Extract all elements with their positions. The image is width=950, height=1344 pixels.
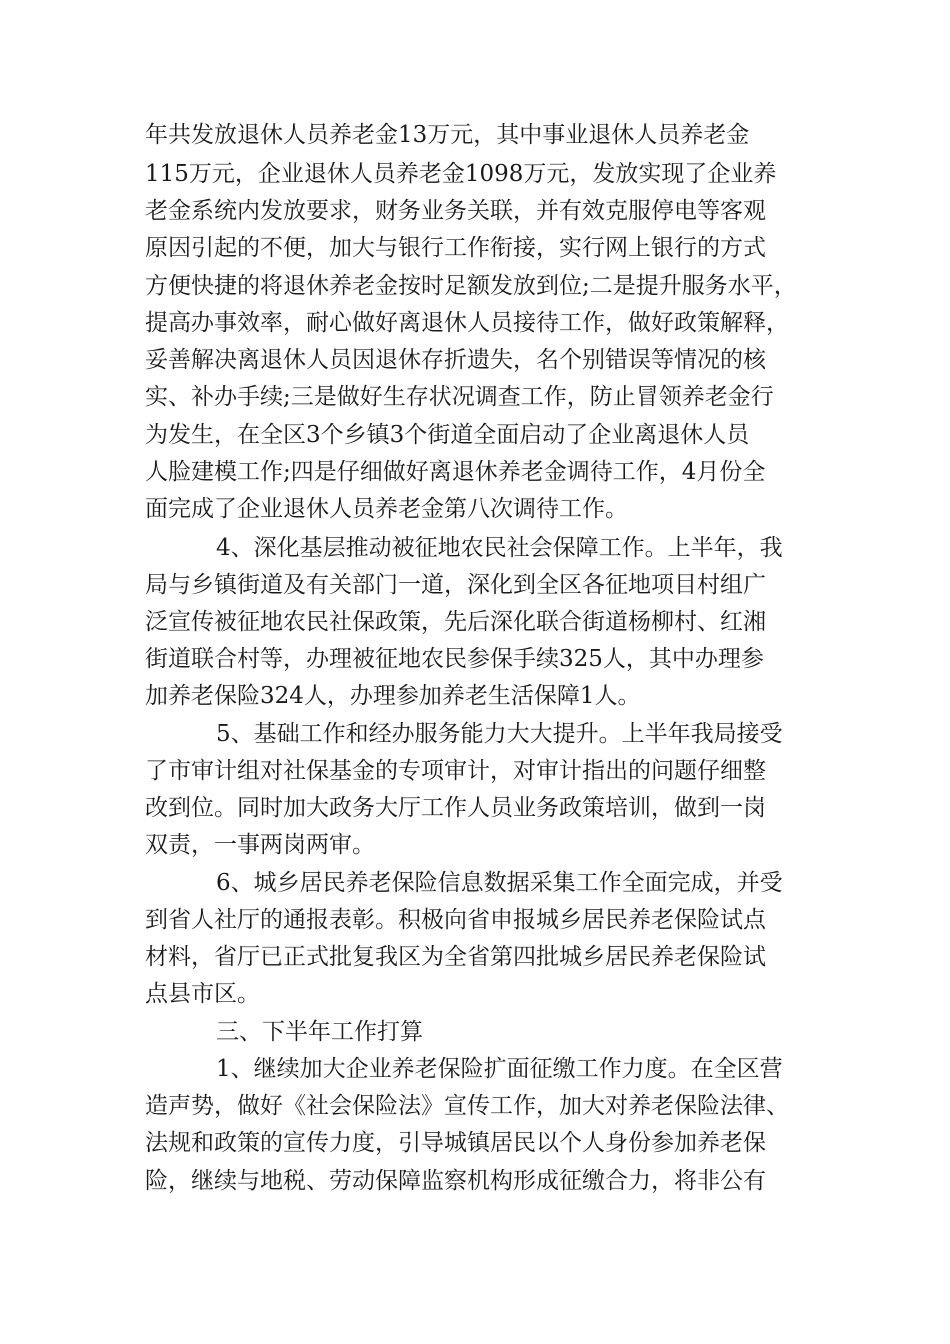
paragraph-line: 街道联合村等，办理被征地农民参保手续325人，其中办理参 (145, 646, 764, 672)
paragraph-line: 5、基础工作和经办服务能力大大提升。上半年我局接受 (216, 721, 783, 747)
paragraph-line: 点县市区。 (145, 981, 260, 1007)
paragraph-line: 材料，省厅已正式批复我区为全省第四批城乡居民养老保险试 (145, 944, 766, 970)
paragraph-line: 到省人社厅的通报表彰。积极向省申报城乡居民养老保险试点 (145, 907, 766, 933)
paragraph-line: 造声势，做好《社会保险法》宣传工作，加大对养老保险法律、 (145, 1093, 789, 1119)
paragraph-line: 为发生，在全区3个乡镇3个街道全面启动了企业离退休人员 (145, 422, 750, 448)
paragraph-line: 泛宣传被征地农民社保政策，先后深化联合街道杨柳村、红湘 (145, 609, 766, 635)
paragraph-line: 加养老保险324人，办理参加养老生活保障1人。 (145, 683, 641, 709)
paragraph-line: 双责，一事两岗两审。 (145, 832, 375, 858)
paragraph-line: 方便快捷的将退休养老金按时足额发放到位;二是提升服务水平， (145, 273, 797, 299)
paragraph-line: 局与乡镇街道及有关部门一道，深化到全区各征地项目村组广 (145, 572, 766, 598)
paragraph-line: 法规和政策的宣传力度，引导城镇居民以个人身份参加养老保 (145, 1130, 766, 1156)
paragraph-line: 妥善解决离退休人员因退休存折遗失，名个别错误等情况的核 (145, 347, 766, 373)
paragraph-line: 115万元，企业退休人员养老金1098万元，发放实现了企业养 (145, 161, 777, 187)
paragraph-line: 实、补办手续;三是做好生存状况调查工作，防止冒领养老金行 (145, 384, 774, 410)
paragraph-line: 面完成了企业退休人员养老金第八次调待工作。 (145, 496, 628, 522)
paragraph-line: 年共发放退休人员养老金13万元，其中事业退休人员养老金 (145, 122, 750, 148)
paragraph-line: 原因引起的不便，加大与银行工作衔接，实行网上银行的方式 (145, 235, 766, 261)
paragraph-line: 人脸建模工作;四是仔细做好离退休养老金调待工作，4月份全 (145, 459, 766, 485)
paragraph-line: 6、城乡居民养老保险信息数据采集工作全面完成，并受 (216, 870, 783, 896)
paragraph-line: 险，继续与地税、劳动保障监察机构形成征缴合力，将非公有 (145, 1168, 766, 1194)
paragraph-line: 老金系统内发放要求，财务业务关联，并有效克服停电等客观 (145, 198, 766, 224)
section-heading: 三、下半年工作打算 (216, 1019, 423, 1045)
paragraph-line: 4、深化基层推动被征地农民社会保障工作。上半年，我 (216, 535, 783, 561)
paragraph-line: 提高办事效率，耐心做好离退休人员接待工作，做好政策解释， (145, 310, 789, 336)
paragraph-line: 了市审计组对社保基金的专项审计，对审计指出的问题仔细整 (145, 758, 766, 784)
paragraph-line: 改到位。同时加大政务大厅工作人员业务政策培训，做到一岗 (145, 795, 766, 821)
paragraph-line: 1、继续加大企业养老保险扩面征缴工作力度。在全区营 (216, 1056, 783, 1082)
